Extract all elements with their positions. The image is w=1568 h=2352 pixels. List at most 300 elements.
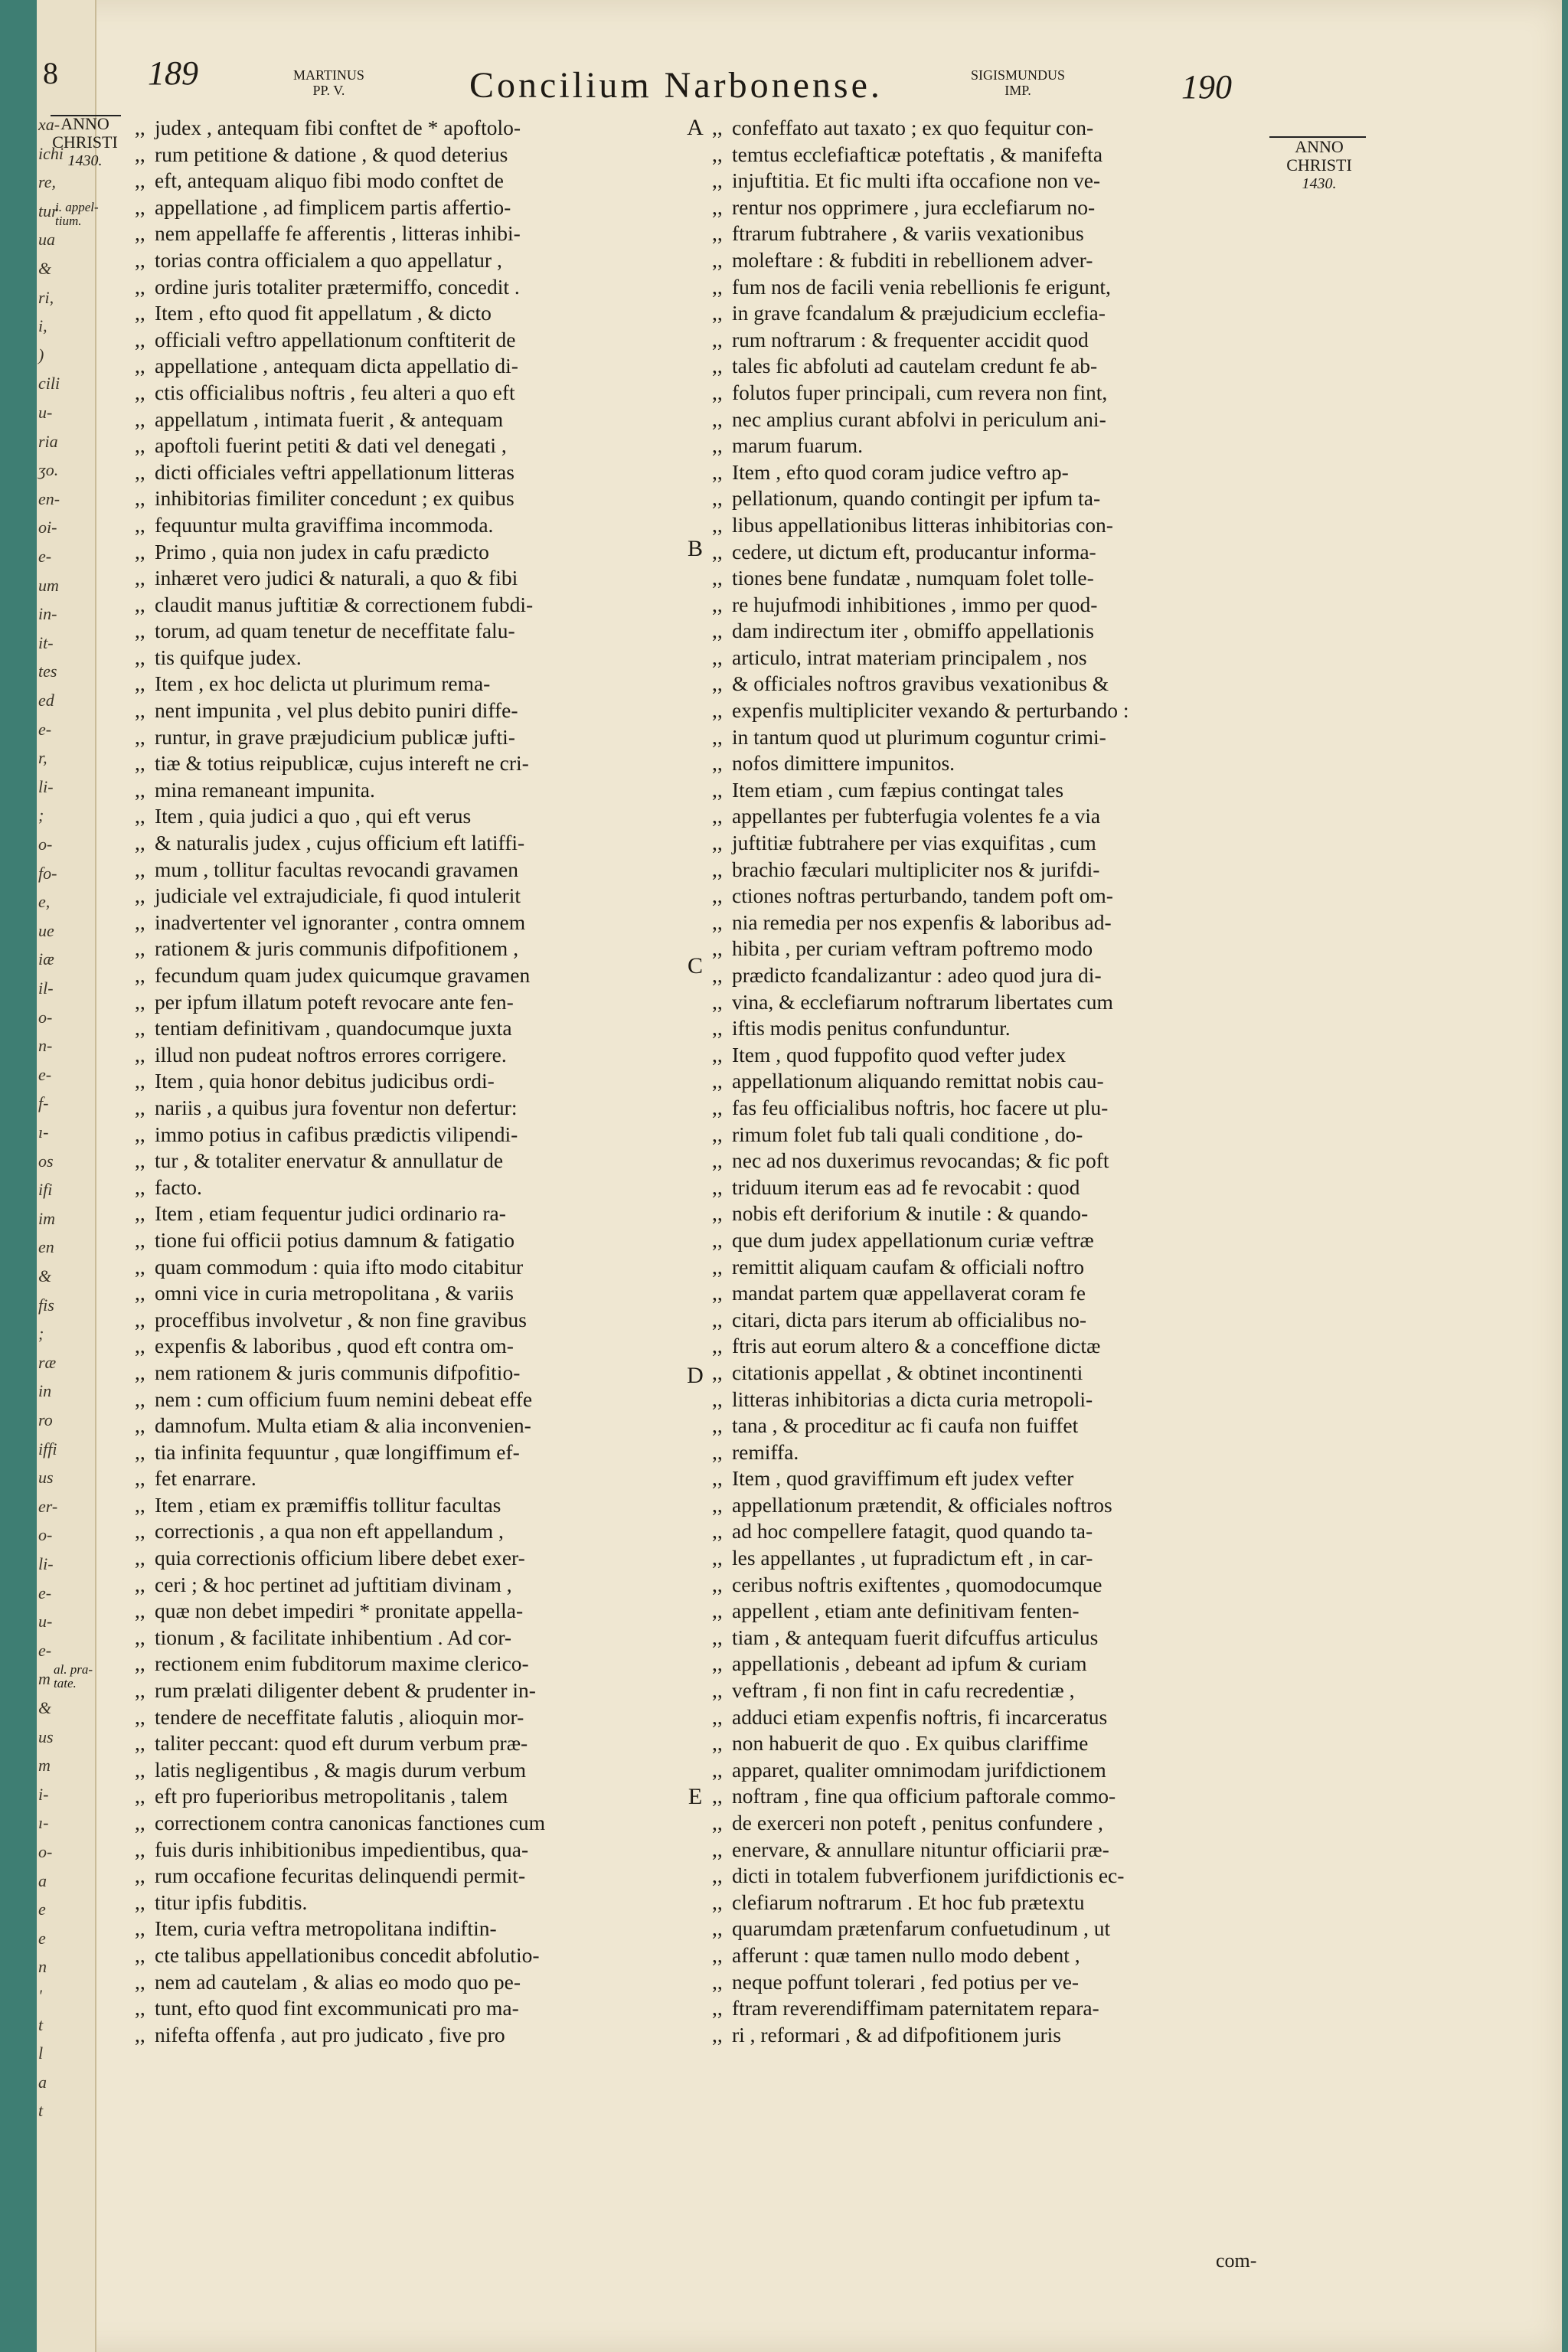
prev-page-fragment: fo- [38,863,57,883]
quote-mark: ,, [135,380,145,404]
quote-mark: ,, [712,1996,723,2020]
prev-page-fragment: ' [38,1986,42,2005]
margin-note-bottom [54,1663,93,1690]
text-line [712,936,1263,962]
prev-page-fragment: o- [38,1842,53,1861]
left-running-head [293,67,364,98]
text-line [712,989,1263,1016]
prev-page-fragment: o- [38,1007,53,1027]
quote-mark: ,, [712,1864,723,1888]
line-text: Item , quod fuppofito quod vefter judex [732,1042,1067,1067]
line-text: prædicto fcandalizantur : adeo quod jura di- [732,963,1102,987]
text-line [712,1863,1263,1890]
quote-mark: ,, [135,751,145,776]
line-text: Item , quia judici a quo , qui eft verus [155,804,472,828]
text-line [712,1677,1263,1704]
quote-mark: ,, [712,1201,723,1226]
text-line [712,1200,1263,1227]
text-line [135,2022,686,2049]
line-text: Item , etiam fequentur judici ordinario ra- [155,1201,506,1226]
text-line [135,485,686,512]
line-text: nobis eft deriforium & inutile : & quando- [732,1201,1089,1226]
line-text: mum , tollitur facultas revocandi gravamen [155,857,518,881]
running-head-line: PP. V. [312,83,345,98]
line-text: quæ non debet impediri * pronitate appella- [155,1599,524,1623]
book-page [37,0,1562,2352]
text-line [135,1174,686,1201]
line-text: appellationum prætendit, & officiales noftros [732,1492,1112,1517]
line-text: apparet, qualiter omnimodam jurifdictionem [732,1757,1106,1782]
quote-mark: ,, [135,1492,145,1517]
line-text: & naturalis judex , cujus officium eft latiffi- [155,831,525,855]
quote-mark: ,, [135,1784,145,1808]
anno-christi-right [1273,138,1365,193]
text-line [712,645,1263,671]
line-text: Item , quia honor debitus judicibus ordi- [155,1069,495,1093]
text-line [712,1068,1263,1095]
quote-mark: ,, [712,1281,723,1305]
text-line [135,1995,686,2022]
quote-mark: ,, [712,433,723,458]
line-text: noftram , fine qua officium paftorale commo- [732,1784,1116,1808]
line-text: eft pro fuperioribus metropolitanis , talem [155,1784,508,1808]
line-text: torias contra officialem a quo appellatur , [155,247,502,272]
line-text: tur , & totaliter enervatur & annullatur de [155,1148,504,1173]
quote-mark: ,, [135,936,145,961]
line-text: nia remedia per nos expenfis & laboribus ad- [732,910,1112,934]
line-text: litteras inhibitorias a dicta curia metropoli- [732,1387,1093,1411]
margin-note-line: tium. [55,214,82,228]
text-line [135,645,686,671]
line-text: fet enarrare. [155,1466,256,1491]
text-line [135,777,686,804]
quote-mark: ,, [712,1890,723,1914]
quote-mark: ,, [712,1307,723,1331]
quote-mark: ,, [712,221,723,246]
prev-page-fragment: ı- [38,1122,49,1142]
line-text: illud non pudeat noftros errores corrigere. [155,1042,507,1067]
line-text: correctionis , a qua non eft appellandum , [155,1519,504,1544]
line-text: in tantum quod ut plurimum coguntur crimi- [732,724,1106,749]
line-text: fequuntur multa graviffima incommoda. [155,512,494,537]
prev-page-fragment: u- [38,1612,53,1632]
line-text: nent impunita , vel plus debito puniri diffe- [155,698,518,723]
prev-page-fragment: n- [38,1036,53,1056]
quote-mark: ,, [712,963,723,987]
text-line [712,910,1263,936]
quote-mark: ,, [712,1599,723,1623]
text-line [135,1280,686,1307]
line-text: libus appellationibus litteras inhibitorias con- [732,512,1113,537]
line-text: rimum folet fub tali quali conditione , do- [732,1122,1083,1146]
quote-mark: ,, [712,1439,723,1464]
prev-page-fragment: m [38,1669,51,1689]
quote-mark: ,, [135,274,145,299]
line-text: neque poffunt tolerari , fed potius per ve- [732,1969,1080,1994]
line-text: Item , efto quod coram judice veftro ap- [732,459,1069,484]
prev-page-fragment: & [38,1698,52,1717]
line-text: titur ipfis fubditis. [155,1890,308,1914]
text-line [135,1545,686,1572]
quote-mark: ,, [712,354,723,378]
line-text: rectionem enim fubditorum maxime clerico- [155,1651,529,1676]
text-line [712,1307,1263,1334]
prev-page-fragment: ; [38,805,44,825]
quote-mark: ,, [135,1254,145,1279]
quote-mark: ,, [712,1704,723,1729]
quote-mark: ,, [712,1466,723,1491]
prev-page-fragment: ro [38,1410,53,1429]
quote-mark: ,, [135,301,145,325]
text-line [135,724,686,751]
prev-page-fragment: ichi [38,143,64,163]
quote-mark: ,, [135,407,145,431]
prev-page-fragment: e [38,1928,46,1948]
text-column-right [712,115,1263,2048]
quote-mark: ,, [712,1095,723,1119]
prev-page-fragment: e- [38,1064,52,1084]
line-text: adduci etiam expenfis noftris, fi incarceratus [732,1704,1108,1729]
line-text: Item, curia veftra metropolitana indiftin- [155,1916,497,1941]
text-line [712,1254,1263,1281]
line-text: Item , ex hoc delicta ut plurimum rema- [155,671,491,696]
text-line [135,1518,686,1545]
line-text: Primo , quia non judex in cafu prædicto [155,539,489,564]
quote-mark: ,, [712,486,723,511]
prev-page-fragment: a [38,1870,47,1890]
quote-mark: ,, [135,1439,145,1464]
quote-mark: ,, [712,724,723,749]
quote-mark: ,, [135,539,145,564]
text-line [712,407,1263,433]
text-line [712,459,1263,486]
text-line [712,300,1263,327]
text-line [712,1730,1263,1757]
quote-mark: ,, [135,1731,145,1756]
page-title: Concilium Narbonense. [469,65,883,106]
quote-mark: ,, [135,327,145,351]
quote-mark: ,, [712,142,723,166]
prev-page-fragment: m [38,1756,51,1775]
line-text: omni vice in curia metropolitana , & variis [155,1281,514,1305]
quote-mark: ,, [135,221,145,246]
line-text: facto. [155,1174,202,1199]
quote-mark: ,, [135,831,145,855]
line-text: inadvertenter vel ignoranter , contra omnem [155,910,526,934]
line-text: nem rationem & juris communis difpofitio- [155,1360,521,1384]
line-text: Item , etiam ex præmiffis tollitur facultas [155,1492,501,1517]
quote-mark: ,, [135,512,145,537]
line-text: proceffibus involvetur , & non fine gravibus [155,1307,527,1331]
year-label: 1430. [67,152,103,169]
text-line [135,539,686,566]
line-text: torum, ad quam tenetur de neceffitate falu- [155,619,515,643]
line-text: tione fui officii potius damnum & fatigatio [155,1227,514,1252]
quote-mark: ,, [712,1042,723,1067]
prev-page-fragment: it- [38,632,54,652]
quote-mark: ,, [712,1651,723,1676]
line-text: rum petitione & datione , & quod deterius [155,142,508,166]
quote-mark: ,, [712,1757,723,1782]
quote-mark: ,, [135,698,145,723]
text-line [712,1942,1263,1969]
prev-page-fragment: en [38,1237,54,1257]
anno-label: ANNO [1295,137,1344,156]
quote-mark: ,, [135,1413,145,1438]
line-text: tionum , & facilitate inhibentium . Ad cor- [155,1625,512,1649]
quote-mark: ,, [135,1864,145,1888]
section-letter: E [688,1784,703,1809]
quote-mark: ,, [712,1519,723,1544]
line-text: apoftoli fuerint petiti & dati vel denegati , [155,433,507,458]
prev-page-fragment: ifi [38,1180,53,1200]
prev-page-fragment: r, [38,748,47,768]
quote-mark: ,, [135,910,145,934]
line-text: iftis modis penitus confunduntur. [732,1016,1011,1040]
line-text: dicti in totalem fubverfionem jurifdictionis ec- [732,1864,1125,1888]
line-text: & officiales noftros gravibus vexationibus & [732,671,1109,696]
anno-label: ANNO [60,114,109,133]
line-text: tiones bene fundatæ , numquam folet tolle- [732,566,1094,590]
quote-mark: ,, [712,1069,723,1093]
line-text: inhibitorias fimiliter concedunt ; ex quibus [155,486,514,511]
margin-note-line: al. pra- [54,1662,93,1677]
text-line [712,247,1263,274]
line-text: ctiones noftras perturbando, tandem poft om- [732,884,1113,908]
quote-mark: ,, [712,857,723,881]
line-text: ri , reformari , & ad difpofitionem juris [732,2022,1061,2047]
line-text: tiæ & totius reipublicæ, cujus intereft ne cri- [155,751,529,776]
prev-page-fragment: o- [38,1525,53,1545]
section-letter: C [687,953,703,978]
running-head-line: SIGISMUNDUS [971,67,1066,83]
line-text: ceri ; & hoc pertinet ad juftitiam divinam , [155,1572,512,1596]
line-text: dicti officiales veftri appellationum litteras [155,459,514,484]
quote-mark: ,, [135,1069,145,1093]
prev-page-fragment: t [38,2014,44,2034]
line-text: nem : cum officium fuum nemini debeat effe [155,1387,533,1411]
prev-page-fragment: e, [38,892,51,912]
line-text: expenfis & laboribus , quod eft contra om- [155,1334,514,1358]
line-text: nofos dimittere impunitos. [732,751,956,776]
text-line [712,1916,1263,1942]
prev-page-fragment: e- [38,1640,52,1660]
prev-page-fragment: il- [38,978,54,998]
line-text: Item , quod graviffimum eft judex vefter [732,1466,1074,1491]
prev-page-fragment: ʒo. [38,460,59,480]
quote-mark: ,, [135,1572,145,1596]
quote-mark: ,, [712,459,723,484]
text-line [712,777,1263,804]
text-line [135,803,686,830]
quote-mark: ,, [135,592,145,616]
quote-mark: ,, [135,724,145,749]
quote-mark: ,, [135,645,145,669]
text-line [712,1704,1263,1731]
text-line [712,1598,1263,1625]
year-label: 1430. [1302,175,1337,192]
line-text: rum prælati diligenter debent & prudenter in- [155,1678,536,1703]
previous-page-edge [37,0,96,2352]
text-line [712,1465,1263,1492]
text-line [712,512,1263,539]
section-letter: B [687,536,703,561]
quote-mark: ,, [712,592,723,616]
quote-mark: ,, [135,1387,145,1411]
text-line [712,142,1263,168]
quote-mark: ,, [135,857,145,881]
quote-mark: ,, [712,566,723,590]
line-text: appellantes per fubterfugia volentes fe a via [732,804,1101,828]
line-text: remiffa. [732,1439,799,1464]
line-text: temtus ecclefiafticæ poteftatis , & manifefta [732,142,1103,166]
prev-page-fragment: ria [38,431,58,451]
quote-mark: ,, [135,1625,145,1649]
quote-mark: ,, [712,380,723,404]
text-line [712,1413,1263,1439]
line-text: dam indirectum iter , obmiffo appellationis [732,619,1094,643]
quote-mark: ,, [712,1122,723,1146]
text-line [712,1625,1263,1651]
line-text: nifefta offenfa , aut pro judicato , five pro [155,2022,505,2047]
text-line [135,565,686,592]
line-text: vina, & ecclefiarum noftrarum libertates cum [732,989,1113,1014]
quote-mark: ,, [135,247,145,272]
text-line [712,327,1263,354]
text-line [135,1387,686,1413]
line-text: tia infinita fequuntur , quæ longiffimum ef- [155,1439,520,1464]
text-line [135,327,686,354]
text-line [135,830,686,857]
text-line [712,1572,1263,1599]
line-text: triduum iterum eas ad fe revocabit : quod [732,1174,1080,1199]
running-head-line: MARTINUS [293,67,364,83]
text-line [135,115,686,142]
prev-page-fragment: li- [38,1554,54,1573]
quote-mark: ,, [712,804,723,828]
text-line [135,512,686,539]
text-line [135,910,686,936]
line-text: brachio fæculari multipliciter nos & jurifdi- [732,857,1100,881]
line-text: citari, dicta pars iterum ab officialibus no- [732,1307,1087,1331]
prev-page-fragment: o- [38,835,53,854]
text-line [135,962,686,989]
text-line [135,1227,686,1254]
text-line [135,1068,686,1095]
text-line [135,1015,686,1042]
line-text: tana , & proceditur ac fi caufa non fuiffet [732,1413,1079,1438]
quote-mark: ,, [135,2022,145,2047]
line-text: rentur nos opprimere , jura ecclefiarum no- [732,194,1096,219]
quote-mark: ,, [135,1227,145,1252]
prev-page-fragment: er- [38,1496,58,1516]
text-line [712,830,1263,857]
text-line [135,1942,686,1969]
prev-page-fragment: fis [38,1295,54,1315]
quote-mark: ,, [712,168,723,193]
prev-page-fragment: tes [38,662,57,681]
line-text: tunt, efto quod fint excommunicati pro ma- [155,1996,519,2020]
text-line [135,1042,686,1069]
prev-page-fragment: in- [38,604,57,624]
line-text: quarumdam prætenfarum confuetudinum , ut [732,1916,1111,1941]
text-line [712,168,1263,194]
line-text: ftram reverendiffimam paternitatem repara- [732,1996,1099,2020]
quote-mark: ,, [712,1969,723,1994]
text-line [135,168,686,194]
line-text: non habuerit de quo . Ex quibus clariffime [732,1731,1089,1756]
section-letter: A [687,115,704,140]
text-line [135,1413,686,1439]
quote-mark: ,, [712,539,723,564]
prev-page-fragment: e [38,1900,46,1919]
line-text: folutos fuper principali, cum revera non fint, [732,380,1108,404]
prev-page-fragment: ri, [38,287,54,307]
text-line [712,1015,1263,1042]
text-line [135,1148,686,1174]
quote-mark: ,, [712,194,723,219]
text-line [712,1757,1263,1784]
text-line [712,883,1263,910]
line-text: de exerceri non poteft , penitus confundere , [732,1811,1103,1834]
quote-mark: ,, [135,1281,145,1305]
quote-mark: ,, [712,1942,723,1967]
quote-mark: ,, [712,1625,723,1649]
prev-page-fragment: f- [38,1093,49,1113]
text-line [712,724,1263,751]
text-line [135,380,686,407]
line-text: in grave fcandalum & præjudicium ecclefia- [732,301,1106,325]
quote-mark: ,, [135,433,145,458]
prev-page-fragment: li- [38,776,54,796]
text-line [712,1810,1263,1837]
line-text: citationis appellat , & obtinet incontinenti [732,1360,1083,1384]
text-line [712,1890,1263,1916]
quote-mark: ,, [135,804,145,828]
quote-mark: ,, [712,671,723,696]
line-text: runtur, in grave præjudicium publicæ jufti- [155,724,515,749]
prev-page-fragment: e- [38,1583,52,1602]
text-line [712,1174,1263,1201]
prev-page-fragment: cili [38,374,60,394]
line-text: appellent , etiam ante definitivam fenten- [732,1599,1080,1623]
line-text: clefiarum noftrarum . Et hoc fub prætextu [732,1890,1085,1914]
quote-mark: ,, [135,671,145,696]
text-line [135,1465,686,1492]
text-line [135,592,686,619]
prev-page-fragment: n [38,1957,47,1977]
prev-page-fragment: re, [38,172,57,192]
quote-mark: ,, [712,1360,723,1384]
line-text: ordine juris totaliter prætermiffo, concedit . [155,274,520,299]
text-line [712,1439,1263,1466]
christi-label: CHRISTI [52,132,118,152]
line-text: Item etiam , cum fæpius contingat tales [732,777,1064,802]
quote-mark: ,, [135,1360,145,1384]
line-text: officiali veftro appellationum conftiterit de [155,327,516,351]
text-line [135,407,686,433]
text-line [135,1863,686,1890]
text-line [135,1677,686,1704]
quote-mark: ,, [712,1254,723,1279]
line-text: ad hoc compellere fatagit, quod quando ta- [732,1519,1093,1544]
text-line [135,433,686,459]
text-line [712,1360,1263,1387]
prev-page-fragment: & [38,1266,52,1285]
line-text: mina remaneant impunita. [155,777,375,802]
text-line [135,750,686,777]
text-line [712,1227,1263,1254]
